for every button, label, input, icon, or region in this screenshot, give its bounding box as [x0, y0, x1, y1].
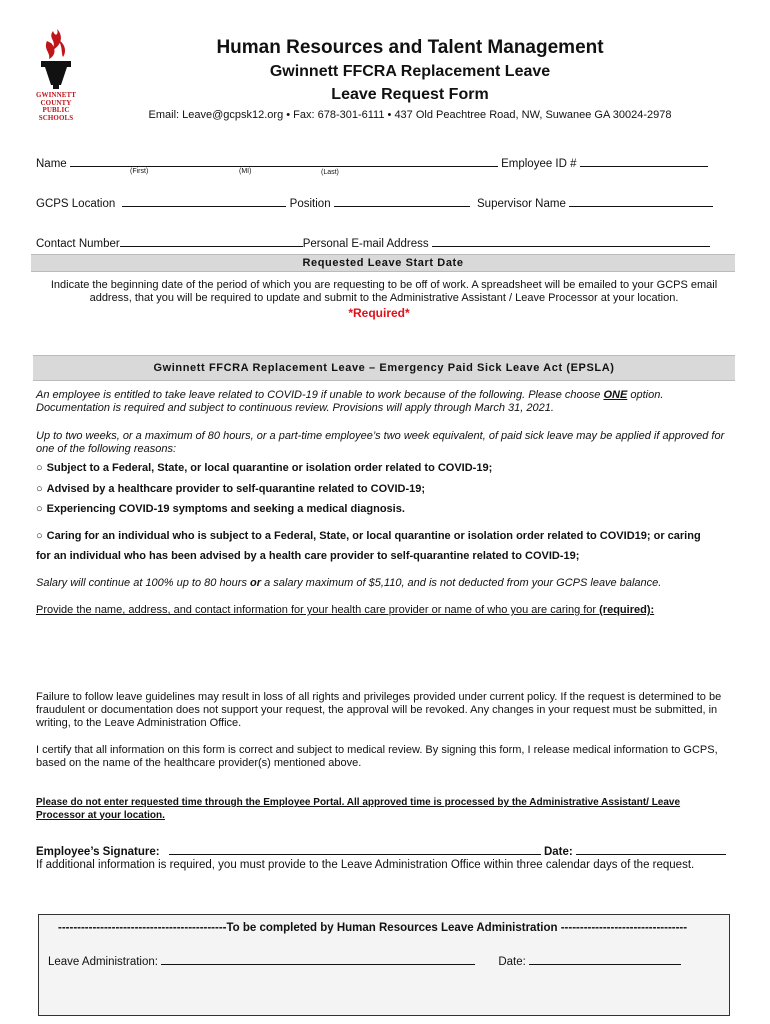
certify-statement: I certify that all information on this form is correct and subject to medical review. By signing this form, I release medical information to GCPS, based on the name of the healthcare provider(s) mentioned above.: [36, 744, 718, 769]
option-quarantine-order[interactable]: ○ Subject to a Federal, State, or local quarantine or isolation order related to COVID-19;: [36, 462, 493, 474]
mi-sublabel: (MI): [239, 168, 252, 175]
form-title: Human Resources and Talent Management: [216, 37, 604, 58]
radio-icon[interactable]: ○: [36, 503, 43, 515]
hr-date-label: Date:: [498, 956, 526, 968]
signature-field[interactable]: [169, 843, 541, 855]
position-field[interactable]: [334, 195, 470, 207]
name-field[interactable]: [70, 155, 498, 167]
signature-date-label: Date:: [543, 846, 573, 858]
salary-note: Salary will continue at 100% up to 80 hours or a salary maximum of $5,110, and is not deducted from your GCPS leave balance.: [36, 577, 662, 589]
employee-id-label: Employee ID #: [501, 158, 577, 170]
logo-text: GWINNETT COUNTY PUBLIC SCHOOLS: [35, 91, 77, 122]
supervisor-field[interactable]: [569, 195, 713, 207]
epsla-heading: Gwinnett FFCRA Replacement Leave – Emergency Paid Sick Leave Act (EPSLA): [33, 355, 735, 381]
epsla-intro: An employee is entitled to take leave related to COVID-19 if unable to work because of the following. Please choose ONE option. Documentation is required and subject to continuous review. Provisions will apply through March 31, 2021.: [36, 389, 664, 414]
option-caring[interactable]: ○ Caring for an individual who is subject to a Federal, State, or local quarantine or isolation order related to COVID19; or caring: [36, 530, 701, 542]
personal-email-field[interactable]: [432, 235, 710, 247]
last-sublabel: (Last): [321, 169, 339, 176]
start-date-instructions: Indicate the beginning date of the period of which you are requesting to be off of work. A spreadsheet will be emailed to your GCPS email address, that you will be required to update and submit to the Administrative Assistant / Leave Processor at your location.: [50, 279, 718, 304]
provider-info-area[interactable]: [36, 622, 736, 684]
radio-icon[interactable]: ○: [36, 530, 43, 542]
location-row: [36, 195, 736, 210]
leave-admin-field[interactable]: [161, 953, 475, 965]
option-self-quarantine[interactable]: ○ Advised by a healthcare provider to self-quarantine related to COVID-19;: [36, 483, 426, 495]
contact-info: Email: Leave@gcpsk12.org • Fax: 678-301-6111 • 437 Old Peachtree Road, NW, Suwanee GA 30024-2978: [148, 109, 672, 121]
location-field[interactable]: [122, 195, 286, 207]
name-label: Name: [36, 158, 67, 170]
hr-box-heading: --------------------------------------------To be completed by Human Resources Leave Administration ---------------------------------: [58, 922, 688, 934]
hr-date-field[interactable]: [529, 953, 681, 965]
leave-admin-label: Leave Administration:: [48, 956, 158, 968]
form-subtitle: Gwinnett FFCRA Replacement Leave: [269, 63, 551, 80]
portal-notice: Please do not enter requested time through the Employee Portal. All approved time is processed by the Administrative Assistant/ Leave Processor at your location.: [36, 797, 681, 821]
signature-date-field[interactable]: [576, 843, 726, 855]
contact-number-field[interactable]: [120, 235, 303, 247]
provider-prompt: Provide the name, address, and contact information for your health care provider or name of who you are caring for (required):: [36, 604, 655, 616]
personal-email-label: Personal E-mail Address: [302, 238, 429, 250]
option-symptoms[interactable]: ○ Experiencing COVID-19 symptoms and seeking a medical diagnosis.: [36, 503, 405, 515]
hr-box-row: [48, 953, 728, 968]
radio-icon[interactable]: ○: [36, 483, 43, 495]
one-emphasis: ONE: [603, 389, 628, 401]
epsla-hours: Up to two weeks, or a maximum of 80 hours, or a part-time employee’s two week equivalent, of paid sick leave may be applied if approved for one of the following reasons:: [36, 430, 725, 455]
signature-label: Employee’s Signature:: [36, 846, 160, 858]
first-sublabel: (First): [130, 168, 149, 175]
radio-icon[interactable]: ○: [36, 462, 43, 474]
form-name: Leave Request Form: [331, 86, 489, 103]
additional-info-note: If additional information is required, you must provide to the Leave Administration Office within three calendar days of the request.: [36, 859, 695, 871]
location-label: GCPS Location: [36, 198, 116, 210]
required-note: *Required*: [348, 306, 410, 320]
contact-number-label: Contact Number: [36, 238, 120, 250]
signature-row: [36, 843, 736, 858]
supervisor-label: Supervisor Name: [477, 198, 566, 210]
position-label: Position: [289, 198, 331, 210]
start-date-heading: Requested Leave Start Date: [31, 254, 735, 272]
option-caring-continued: for an individual who has been advised by a health care provider to self-quarantine related to COVID-19;: [36, 550, 580, 562]
employee-id-field[interactable]: [580, 155, 708, 167]
contact-row: [36, 235, 736, 250]
failure-notice: Failure to follow leave guidelines may result in loss of all rights and privileges provided under current policy. If the request is determined to be fraudulent or documentation does not support your request, the approval will be revoked. Any changes in your request must be submitted, in writing, to the Leave Administration Office.: [36, 691, 722, 729]
